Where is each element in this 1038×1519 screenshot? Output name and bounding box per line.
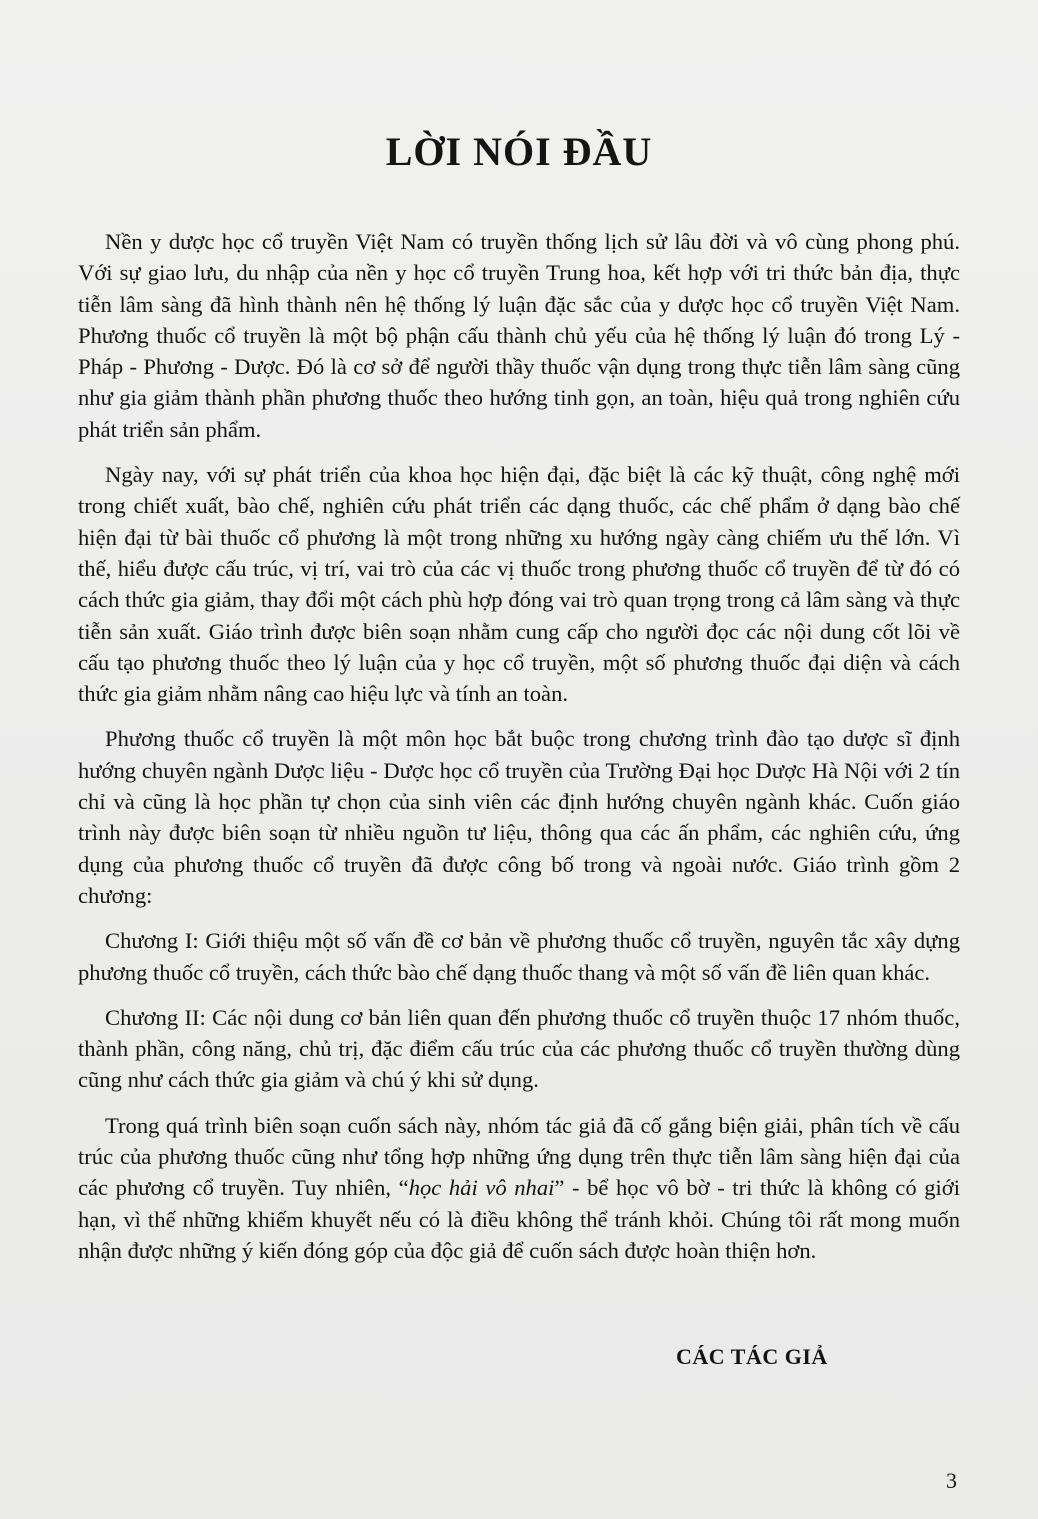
paragraph-modern-development: Ngày nay, với sự phát triển của khoa học hiện đại, đặc biệt là các kỹ thuật, công nghệ mới trong chiết xuất, bào chế, nghiên cứu phát triển các dạng thuốc, các chế phẩm ở dạng bào chế hiện đại từ bài thuốc cổ phương là một trong những xu hướng ngày càng chiếm ưu thế lớn. Vì thế, hiểu được cấu trúc, vị trí, vai trò của các vị thuốc trong phương thuốc cổ truyền để từ đó có cách thức gia giảm, thay đổi một cách phù hợp đóng vai trò quan trọng trong cả lâm sàng và thực tiễn sản xuất. Giáo trình được biên soạn nhằm cung cấp cho người đọc các nội dung cốt lõi về cấu tạo phương thuốc theo lý luận của y học cổ truyền, một số phương thuốc đại diện và cách thức gia giảm nhằm nâng cao hiệu lực và tính an toàn. <box>78 462 960 707</box>
paragraph-chapter-1: Chương I: Giới thiệu một số vấn đề cơ bản về phương thuốc cổ truyền, nguyên tắc xây dựng phương thuốc cổ truyền, cách thức bào chế dạng thuốc thang và một số vấn đề liên quan khác. <box>78 928 960 985</box>
page-number: 3 <box>946 1468 957 1493</box>
authors-signature: CÁC TÁC GIẢ <box>676 1344 828 1369</box>
paragraph-course-description: Phương thuốc cổ truyền là một môn học bắt buộc trong chương trình đào tạo dược sĩ định hướng chuyên ngành Dược liệu - Dược học cổ truyền của Trường Đại học Dược Hà Nội với 2 tín chỉ và cũng là học phần tự chọn của sinh viên các định hướng chuyên ngành khác. Cuốn giáo trình này được biên soạn từ nhiều nguồn tư liệu, thông qua các ấn phẩm, các nghiên cứu, ứng dụng của phương thuốc cổ truyền đã được công bố trong và ngoài nước. Giáo trình gồm 2 chương: <box>78 726 960 908</box>
closing-text-after: ” - bể học vô bờ - tri thức là không có giới hạn, vì thế những khiếm khuyết nếu có là điều không thể tránh khỏi. Chúng tôi rất mong muốn nhận được những ý kiến đóng góp của độc giả để cuốn sách được hoàn thiện hơn. <box>78 1175 961 1263</box>
preface-body <box>78 226 960 1280</box>
paragraph-chapter-2: Chương II: Các nội dung cơ bản liên quan đến phương thuốc cổ truyền thuộc 17 nhóm thuốc, thành phần, công năng, chủ trị, đặc điểm cấu trúc của các phương thuốc cổ truyền thường dùng cũng như cách thức gia giảm và chú ý khi sử dụng. <box>78 1004 960 1093</box>
page-title: LỜI NÓI ĐẦU <box>385 129 653 174</box>
closing-italic-phrase: học hải vô nhai <box>408 1175 555 1201</box>
paragraph-closing <box>78 1110 960 1266</box>
closing-text-before: Trong quá trình biên soạn cuốn sách này, nhóm tác giả đã cố gắng biện giải, phân tích về cấu trúc của phương thuốc cũng như tổng hợp những ứng dụng trên thực tiễn lâm sàng hiện đại của các phương cổ truyền. Tuy nhiên, “ <box>78 1112 960 1201</box>
paragraph-intro: Nền y dược học cổ truyền Việt Nam có truyền thống lịch sử lâu đời và vô cùng phong phú. Với sự giao lưu, du nhập của nền y học cổ truyền Trung hoa, kết hợp với tri thức bản địa, thực tiễn lâm sàng đã hình thành nên hệ thống lý luận đặc sắc của y dược học cổ truyền Việt Nam. Phương thuốc cổ truyền là một bộ phận cấu thành chủ yếu của hệ thống lý luận đó trong Lý - Pháp - Phương - Dược. Đó là cơ sở để người thầy thuốc vận dụng trong thực tiễn lâm sàng cũng như gia giảm thành phần phương thuốc theo hướng tinh gọn, an toàn, hiệu quả trong nghiên cứu phát triển sản phẩm. <box>78 229 960 442</box>
